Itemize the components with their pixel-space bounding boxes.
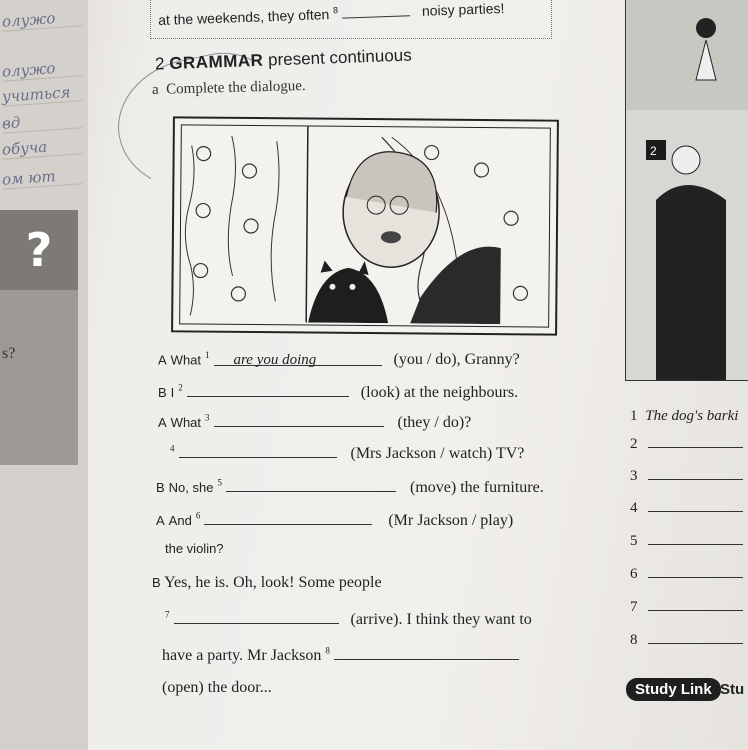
speaker: A xyxy=(158,415,167,430)
dialogue-line-7 xyxy=(165,540,224,558)
handwritten-note: вд xyxy=(1,109,82,134)
blank-number: 4 xyxy=(170,443,175,454)
line-suffix: (Mr Jackson / play) xyxy=(388,512,514,529)
answer-blank[interactable] xyxy=(648,610,743,611)
dialogue-line-5 xyxy=(156,477,544,497)
line-suffix: (Mrs Jackson / watch) TV? xyxy=(350,445,525,462)
right-item-6 xyxy=(630,566,743,583)
line-text: the violin? xyxy=(165,541,224,556)
speaker: B xyxy=(152,575,161,590)
right-item-2 xyxy=(630,436,743,453)
line-suffix: (they / do)? xyxy=(397,414,472,431)
blank-number: 5 xyxy=(217,477,222,488)
answer-blank[interactable] xyxy=(648,544,743,545)
right-illustration xyxy=(625,0,748,381)
dialogue-line-2 xyxy=(158,382,518,402)
dialogue-line-9 xyxy=(165,609,532,629)
item-number: 1 xyxy=(630,408,638,424)
right-item-3 xyxy=(630,468,743,485)
right-item-4 xyxy=(630,500,743,517)
line-prefix: No, she xyxy=(168,480,214,495)
picture-badge: 2 xyxy=(650,144,657,158)
line-suffix: (you / do), Granny? xyxy=(393,351,520,369)
line-prefix: What xyxy=(170,415,202,430)
right-item-8 xyxy=(630,632,743,649)
speaker: A xyxy=(156,513,165,528)
dialogue-line-3 xyxy=(158,412,471,432)
handwritten-note: олужо xyxy=(1,57,82,82)
handwritten-note: олужо xyxy=(1,7,82,32)
question-badge: ? xyxy=(0,210,78,290)
top-text: at the weekends, they often xyxy=(157,6,330,29)
line-prefix: I xyxy=(170,385,175,400)
right-item-5 xyxy=(630,533,743,550)
line-prefix: And xyxy=(168,513,192,528)
line-text: have a party. Mr Jackson xyxy=(162,647,322,664)
line-text: Yes, he is. Oh, look! Some people xyxy=(164,574,382,591)
blank-number: 6 xyxy=(195,510,201,521)
item-number: 6 xyxy=(630,566,638,582)
people-picture xyxy=(626,0,748,380)
example-answer: are you doing xyxy=(233,352,317,369)
dialogue-line-1 xyxy=(158,350,520,369)
item-number: 2 xyxy=(630,436,638,452)
blank-number: 8 xyxy=(325,645,330,656)
line-prefix: What xyxy=(170,352,202,368)
dialogue-line-11 xyxy=(162,679,272,697)
blank-number: 3 xyxy=(205,412,210,423)
answer-blank[interactable] xyxy=(648,479,743,480)
handwritten-note: учиться xyxy=(1,82,82,107)
answer-blank[interactable] xyxy=(334,645,519,660)
answer-blank[interactable] xyxy=(648,511,743,512)
blank-number: 1 xyxy=(205,350,210,360)
blank-number: 7 xyxy=(165,609,170,620)
answer-blank[interactable] xyxy=(174,609,339,624)
dialogue-line-6 xyxy=(156,510,513,530)
top-tail: noisy parties! xyxy=(421,0,505,19)
line-suffix: (arrive). I think they want to xyxy=(350,611,532,628)
item-number: 3 xyxy=(630,468,638,484)
topic-label: present continuous xyxy=(267,45,412,70)
task-text: Complete the dialogue. xyxy=(165,77,306,98)
answer-blank[interactable] xyxy=(179,443,337,458)
line-suffix: (look) at the neighbours. xyxy=(360,384,519,401)
answer-blank[interactable] xyxy=(214,412,384,427)
item-text: The dog's barki xyxy=(645,408,739,424)
blank-number: 8 xyxy=(332,5,339,16)
study-link-badge: Study Link xyxy=(626,678,721,701)
task-letter: a xyxy=(151,81,159,99)
answer-blank[interactable] xyxy=(187,382,349,397)
right-item-1 xyxy=(630,408,738,425)
line-text: (open) the door... xyxy=(162,679,272,696)
handwritten-note: обуча xyxy=(1,135,82,160)
dialogue-line-8 xyxy=(152,574,382,592)
cut-off-text: s? xyxy=(2,345,16,362)
right-item-7 xyxy=(630,599,743,616)
item-number: 8 xyxy=(630,632,638,648)
item-number: 7 xyxy=(630,599,638,615)
line-suffix: (move) the furniture. xyxy=(409,479,544,496)
blank-number: 2 xyxy=(178,382,183,393)
dialogue-line-4 xyxy=(170,443,524,463)
answer-blank[interactable] xyxy=(648,577,743,578)
exercise-number: 2 xyxy=(154,54,165,74)
answer-blank[interactable] xyxy=(648,643,743,644)
dialogue-line-10 xyxy=(162,645,519,665)
study-link-tail: Stu xyxy=(720,681,745,698)
speaker: B xyxy=(156,480,165,495)
speaker: A xyxy=(158,352,167,368)
answer-blank[interactable] xyxy=(204,510,372,525)
answer-blank[interactable] xyxy=(648,447,743,448)
grammar-label: GRAMMAR xyxy=(168,50,264,73)
item-number: 4 xyxy=(630,500,638,516)
answer-blank[interactable] xyxy=(214,351,382,369)
speaker: B xyxy=(158,385,167,400)
handwritten-note: ом ют xyxy=(1,165,82,190)
item-number: 5 xyxy=(630,533,638,549)
answer-blank[interactable] xyxy=(226,477,396,492)
